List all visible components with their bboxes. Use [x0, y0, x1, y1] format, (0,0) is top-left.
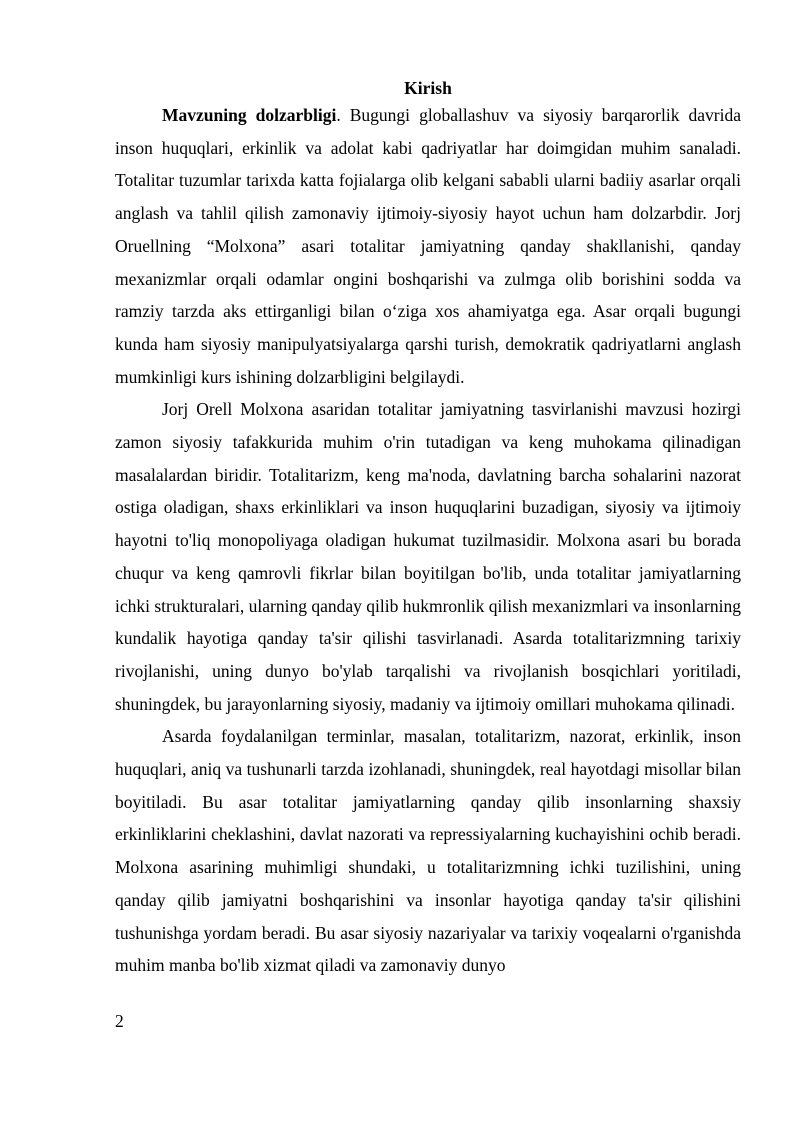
paragraph-lead: Mavzuning dolzarbligi	[162, 105, 337, 125]
section-title: Kirish	[404, 78, 452, 98]
paragraph-totalitarianism	[115, 393, 741, 720]
page-number: 2	[115, 1011, 124, 1031]
document-body	[115, 77, 741, 982]
paragraph-text: . Bugungi globallashuv va siyosiy barqarorlik davrida inson huquqlari, erkinlik va adolat kabi qadriyatlar har doimgidan muhim sanaladi. Totalitar tuzumlar tarixda katta fojialarga olib kelgani sababli ularni badiiy asarlar orqali anglash va tahlil qilish zamonaviy ijtimoiy-siyosiy hayot uchun ham dolzarbdir. Jorj Oruellning “Molxona” asari totalitar jamiyatning qanday shakllanishi, qanday mexanizmlar orqali odamlar ongini boshqarishi va zulmga olib borishini sodda va ramziy tarzda aks ettirganligi bilan o‘ziga xos ahamiyatga ega. Asar orqali bugungi kunda ham siyosiy manipulyatsiyalarga qarshi turish, demokratik qadriyatlarni anglash mumkinligi kurs ishining dolzarbligini belgilaydi.	[115, 105, 742, 387]
paragraph-terminology	[115, 720, 741, 982]
paragraph-text: Asarda foydalanilgan terminlar, masalan, totalitarizm, nazorat, erkinlik, inson huquqlari, aniq va tushunarli tarzda izohlanadi, shuningdek, real hayotdagi misollar bilan boyitiladi. Bu asar totalitar jamiyatlarning qanday qilib insonlarning shaxsiy erkinliklarini cheklashini, davlat nazorati va repressiyalarning kuchayishini ochib beradi. Molxona asarining muhimligi shundaki, u totalitarizmning ichki tuzilishini, uning qanday qilib jamiyatni boshqarishini va insonlar hayotiga qanday ta'sir qilishini tushunishga yordam beradi. Bu asar siyosiy nazariyalar va tarixiy voqealarni o'rganishda muhim manba bo'lib xizmat qiladi va zamonaviy dunyo	[115, 726, 741, 976]
paragraph-text: Jorj Orell Molxona asaridan totalitar jamiyatning tasvirlanishi mavzusi hozirgi zamon siyosiy tafakkurida muhim o'rin tutadigan va keng muhokama qilinadigan masalalardan biridir. Totalitarizm, keng ma'noda, davlatning barcha sohalarini nazorat ostiga oladigan, shaxs erkinliklari va inson huquqlarini buzadigan, siyosiy va ijtimoiy hayotni to'liq monopoliyaga oladigan hukumat tuzilmasidir. Molxona asari bu borada chuqur va keng qamrovli fikrlar bilan boyitilgan bo'lib, unda totalitar jamiyatlarning ichki strukturalari, ularning qanday qilib hukmronlik qilish mexanizmlari va insonlarning kundalik hayotiga qanday ta'sir qilishi tasvirlanadi. Asarda totalitarizmning tarixiy rivojlanishi, uning dunyo bo'ylab tarqalishi va rivojlanish bosqichlari yoritiladi, shuningdek, bu jarayonlarning siyosiy, madaniy va ijtimoiy omillari muhokama qilinadi.	[115, 399, 741, 714]
paragraph-relevance	[115, 99, 741, 393]
